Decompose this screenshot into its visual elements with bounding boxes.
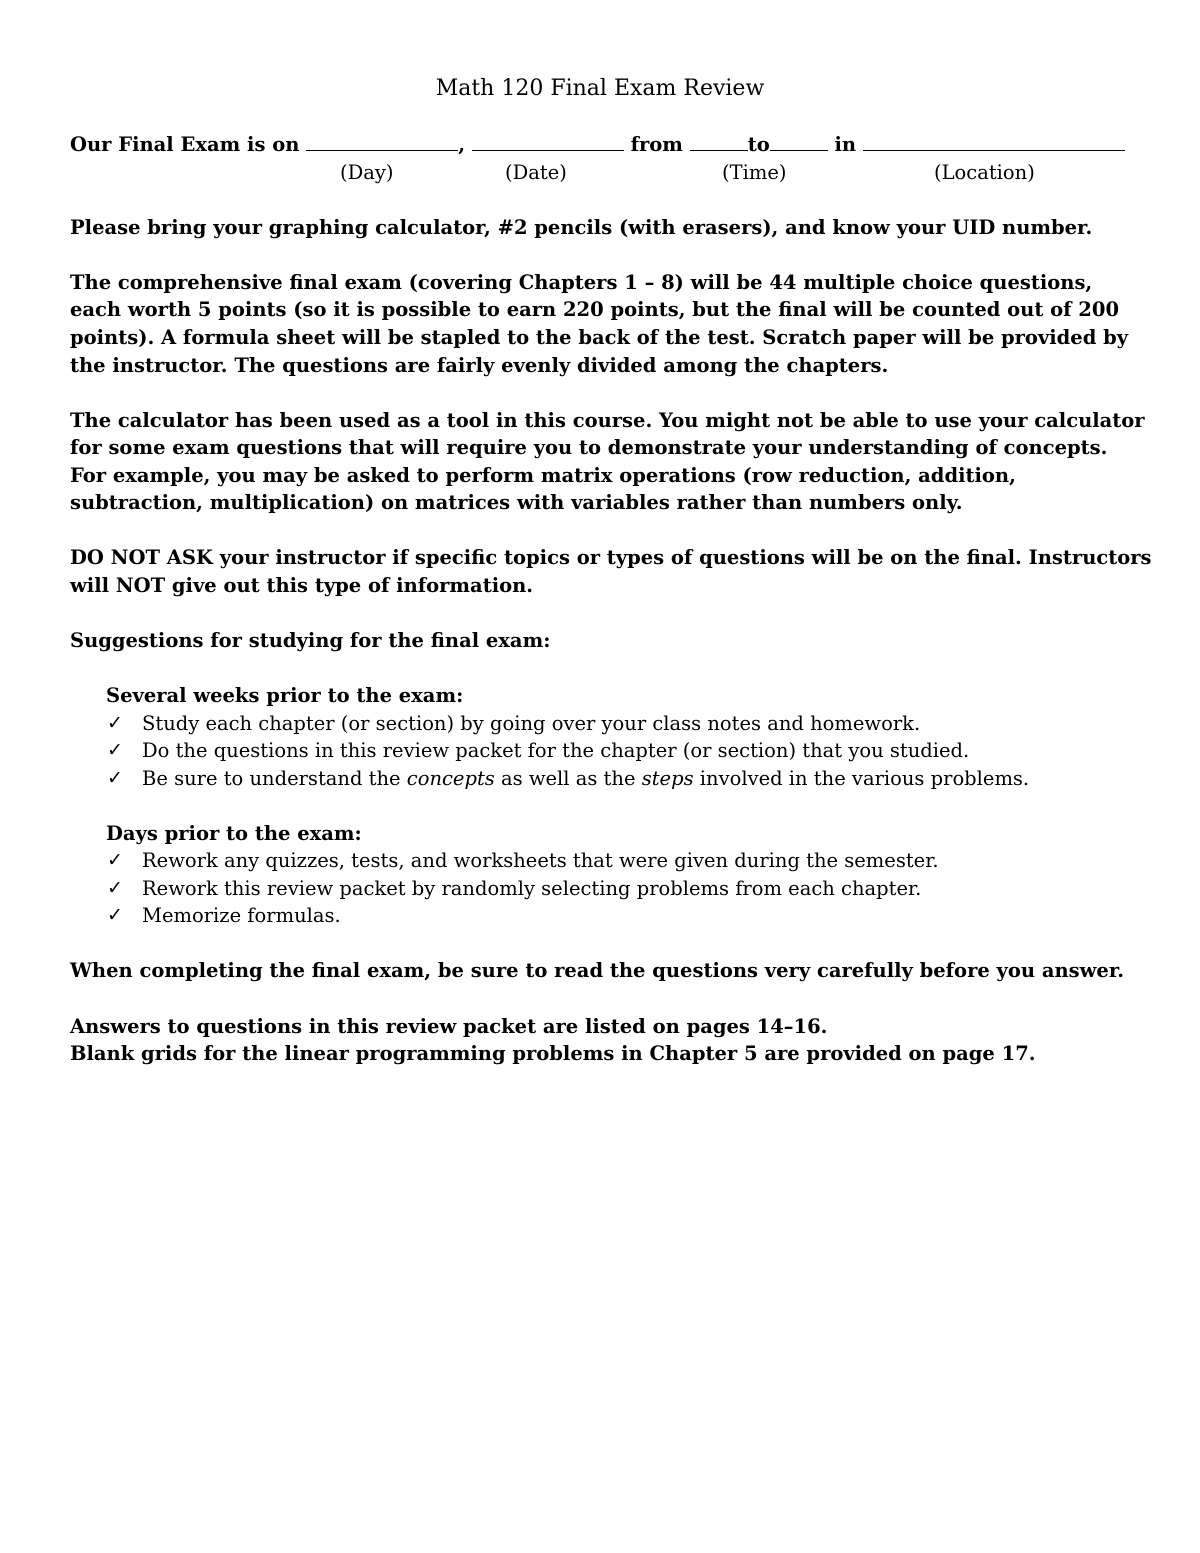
start-time-blank[interactable] [690,132,748,151]
check-icon: ✓ [107,767,123,789]
exam-line-from: from [630,133,683,156]
paragraph-line: For example, you may be asked to perform matrix operations (row reduction, addition, [70,464,1016,487]
blank-grids-line: Blank grids for the linear programming problems in Chapter 5 are provided on page 17. [70,1042,1036,1065]
paragraph-line: DO NOT ASK your instructor if specific topics or types of questions will be on the final. Instructors [70,546,1152,569]
concepts-emphasis: concepts [406,767,495,790]
steps-emphasis: steps [641,767,694,790]
paragraph-line: each worth 5 points (so it is possible to earn 220 points, but the final will be counted out of 200 [70,298,1120,321]
end-time-blank[interactable] [770,132,828,151]
location-blank[interactable] [863,132,1125,151]
suggestions-heading: Suggestions for studying for the final exam: [70,629,551,652]
check-icon: ✓ [107,739,123,761]
date-blank[interactable] [472,132,624,151]
time-label: (Time) [722,161,787,184]
paragraph-line: The calculator has been used as a tool in this course. You might not be able to use your calculator [70,409,1145,432]
paragraph-line: The comprehensive final exam (covering Chapters 1 – 8) will be 44 multiple choice questions, [70,271,1093,294]
exam-line-comma: , [458,133,465,156]
exam-line-in: in [834,133,857,156]
check-icon: ✓ [107,904,123,926]
exam-info-line [70,132,1125,158]
list-item [142,766,1029,792]
paragraph-line: will NOT give out this type of information. [70,574,534,597]
paragraph-line: the instructor. The questions are fairly evenly divided among the chapters. [70,354,889,377]
completing-line: When completing the final exam, be sure to read the questions very carefully before you answer. [70,959,1125,982]
list-item: Rework this review packet by randomly selecting problems from each chapter. [142,877,922,900]
exam-line-prefix: Our Final Exam is on [70,133,300,156]
page-title: Math 120 Final Exam Review [435,76,765,101]
day-label: (Day) [340,161,394,184]
list-item: Study each chapter (or section) by going over your class notes and homework. [142,712,921,735]
list-item-text: as well as the [494,767,642,790]
weeks-prior-heading: Several weeks prior to the exam: [106,684,464,707]
list-item: Rework any quizzes, tests, and worksheets that were given during the semester. [142,849,939,872]
date-label: (Date) [505,161,567,184]
check-icon: ✓ [107,712,123,734]
paragraph-line: points). A formula sheet will be stapled to the back of the test. Scratch paper will be provided by [70,326,1129,349]
days-prior-heading: Days prior to the exam: [106,822,362,845]
answers-line: Answers to questions in this review packet are listed on pages 14–16. [70,1015,828,1038]
paragraph-line: subtraction, multiplication) on matrices with variables rather than numbers only. [70,491,963,514]
list-item: Memorize formulas. [142,904,341,927]
exam-line-to: to [747,133,770,156]
day-blank[interactable] [306,132,458,151]
list-item: Do the questions in this review packet for the chapter (or section) that you studied. [142,739,970,762]
bring-line: Please bring your graphing calculator, #2 pencils (with erasers), and know your UID number. [70,216,1093,239]
list-item-text: Be sure to understand the [142,767,407,790]
location-label: (Location) [934,161,1035,184]
check-icon: ✓ [107,877,123,899]
list-item-text: involved in the various problems. [693,767,1030,790]
paragraph-line: for some exam questions that will require you to demonstrate your understanding of concepts. [70,436,1108,459]
check-icon: ✓ [107,849,123,871]
